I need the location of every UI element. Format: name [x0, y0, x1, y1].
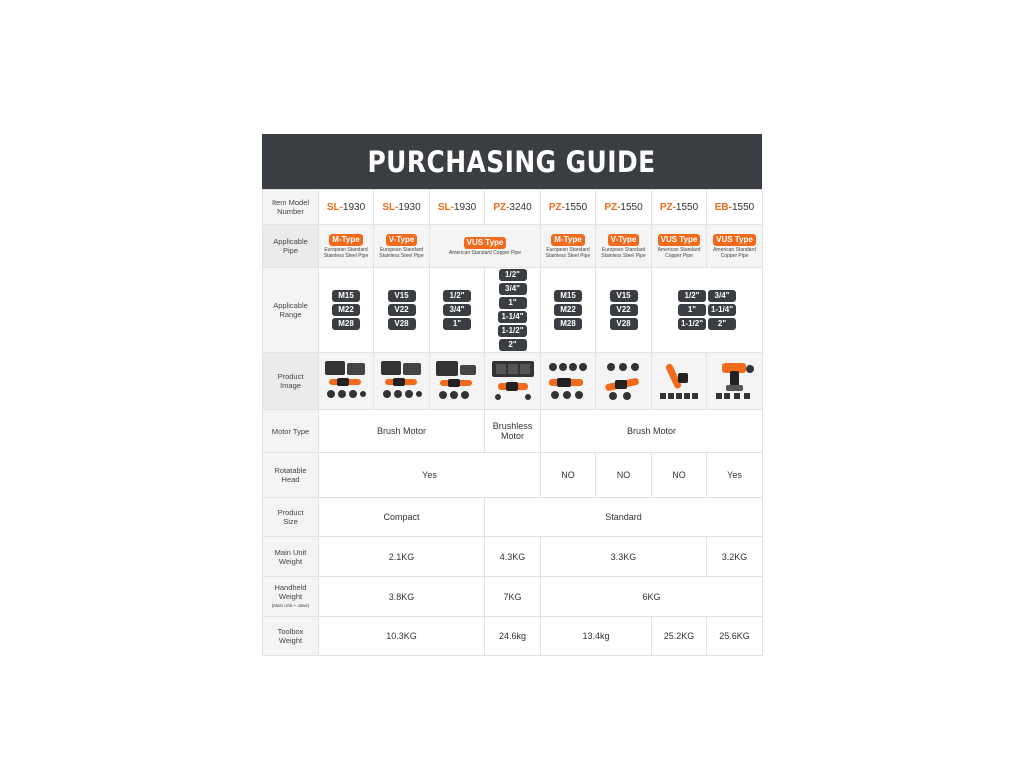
product-image	[541, 353, 596, 410]
pipe-type-badge: VUS Type	[464, 237, 507, 249]
model-cell: SL-1930	[374, 190, 430, 225]
size-chip: M15	[554, 290, 582, 302]
motor-value: Brush Motor	[319, 410, 485, 453]
guide-banner	[262, 134, 762, 189]
pipe-type-badge: V-Type	[608, 234, 640, 246]
range-cell	[485, 268, 541, 353]
size-chip: V22	[610, 304, 638, 316]
size-value: Compact	[319, 498, 485, 537]
row-toolbox-weight	[263, 617, 763, 656]
main-unit-value: 4.3KG	[485, 537, 541, 577]
toolbox-value: 24.6kg	[485, 617, 541, 656]
range-cell	[430, 268, 485, 353]
motor-value: Brush Motor	[541, 410, 763, 453]
size-chip: 2"	[708, 318, 736, 330]
label-range: Applicable Range	[263, 268, 319, 353]
model-cell: PZ-1550	[541, 190, 596, 225]
label-size: Product Size	[263, 498, 319, 537]
range-cell	[541, 268, 596, 353]
product-image	[707, 353, 763, 410]
label-model: Item Model Number	[263, 190, 319, 225]
label-pipe: Applicable Pipe	[263, 225, 319, 268]
row-rotatable	[263, 453, 763, 498]
size-chip: M22	[554, 304, 582, 316]
size-chip: V22	[388, 304, 416, 316]
handheld-value: 3.8KG	[319, 577, 485, 617]
model-cell: PZ-3240	[485, 190, 541, 225]
size-chip: V28	[388, 318, 416, 330]
row-handheld-weight	[263, 577, 763, 617]
size-chip: 1"	[443, 318, 471, 330]
size-chip: 3/4"	[708, 290, 736, 302]
row-image	[263, 353, 763, 410]
pipe-type-badge: M-Type	[551, 234, 584, 246]
size-chip: 1/2"	[678, 290, 706, 302]
size-chip: V15	[610, 290, 638, 302]
size-chip: 1/2"	[443, 290, 471, 302]
label-image: Product Image	[263, 353, 319, 410]
motor-value: Brushless Motor	[485, 410, 541, 453]
size-chip: M28	[332, 318, 360, 330]
pipe-cell: VUS Type American Standard Copper Pipe	[652, 225, 707, 268]
range-cell	[652, 268, 763, 353]
label-motor: Motor Type	[263, 410, 319, 453]
guide-title: PURCHASING GUIDE	[367, 144, 657, 179]
size-chip: 1-1/4"	[708, 304, 736, 316]
size-chip: 2"	[499, 339, 527, 351]
size-chip: M15	[332, 290, 360, 302]
size-chip: 3/4"	[443, 304, 471, 316]
pipe-cell: M-Type European Standard Stainless Steel Pipe	[319, 225, 374, 268]
product-image	[430, 353, 485, 410]
size-chip: 1-1/4"	[498, 311, 526, 323]
label-main-unit: Main Unit Weight	[263, 537, 319, 577]
size-chip: 1/2"	[499, 269, 527, 281]
model-cell: EB-1550	[707, 190, 763, 225]
row-pipe	[263, 225, 763, 268]
handheld-value: 6KG	[541, 577, 763, 617]
row-main-unit-weight	[263, 537, 763, 577]
pipe-type-badge: M-Type	[329, 234, 362, 246]
model-cell: PZ-1550	[596, 190, 652, 225]
main-unit-value: 3.3KG	[541, 537, 707, 577]
model-cell: SL-1930	[430, 190, 485, 225]
pipe-type-badge: V-Type	[386, 234, 418, 246]
rotatable-value: Yes	[707, 453, 763, 498]
size-chip: V28	[610, 318, 638, 330]
pipe-type-badge: VUS Type	[658, 234, 701, 246]
comparison-table	[262, 189, 763, 656]
size-chip: M22	[332, 304, 360, 316]
purchasing-guide	[262, 134, 762, 656]
toolbox-value: 13.4kg	[541, 617, 652, 656]
toolbox-value: 10.3KG	[319, 617, 485, 656]
product-image	[485, 353, 541, 410]
size-chip: V15	[388, 290, 416, 302]
toolbox-value: 25.2KG	[652, 617, 707, 656]
label-toolbox: Toolbox Weight	[263, 617, 319, 656]
main-unit-value: 2.1KG	[319, 537, 485, 577]
pipe-cell: M-Type European Standard Stainless Steel Pipe	[541, 225, 596, 268]
product-image	[319, 353, 374, 410]
product-image	[652, 353, 707, 410]
rotatable-value: NO	[652, 453, 707, 498]
row-motor	[263, 410, 763, 453]
range-cell	[319, 268, 374, 353]
rotatable-value: NO	[541, 453, 596, 498]
product-image	[596, 353, 652, 410]
rotatable-value: NO	[596, 453, 652, 498]
model-cell: SL-1930	[319, 190, 374, 225]
row-model	[263, 190, 763, 225]
pipe-cell: VUS Type American Standard Copper Pipe	[430, 225, 541, 268]
model-cell: PZ-1550	[652, 190, 707, 225]
size-value: Standard	[485, 498, 763, 537]
row-range	[263, 268, 763, 353]
label-rotatable: Rotatable Head	[263, 453, 319, 498]
toolbox-value: 25.6KG	[707, 617, 763, 656]
size-chip: 1-1/2"	[678, 318, 706, 330]
pipe-cell: VUS Type American Standard Copper Pipe	[707, 225, 763, 268]
pipe-cell: V-Type European Standard Stainless Steel Pipe	[596, 225, 652, 268]
range-cell	[596, 268, 652, 353]
size-chip: 1"	[499, 297, 527, 309]
size-chip: 1-1/2"	[498, 325, 526, 337]
rotatable-value: Yes	[319, 453, 541, 498]
size-chip: 1"	[678, 304, 706, 316]
row-size	[263, 498, 763, 537]
main-unit-value: 3.2KG	[707, 537, 763, 577]
size-chip: 3/4"	[499, 283, 527, 295]
product-image	[374, 353, 430, 410]
size-chip: M28	[554, 318, 582, 330]
label-handheld: Handheld Weight (Main Unit + Jaws)	[263, 577, 319, 617]
handheld-value: 7KG	[485, 577, 541, 617]
pipe-cell: V-Type European Standard Stainless Steel Pipe	[374, 225, 430, 268]
pipe-type-badge: VUS Type	[713, 234, 756, 246]
range-cell	[374, 268, 430, 353]
